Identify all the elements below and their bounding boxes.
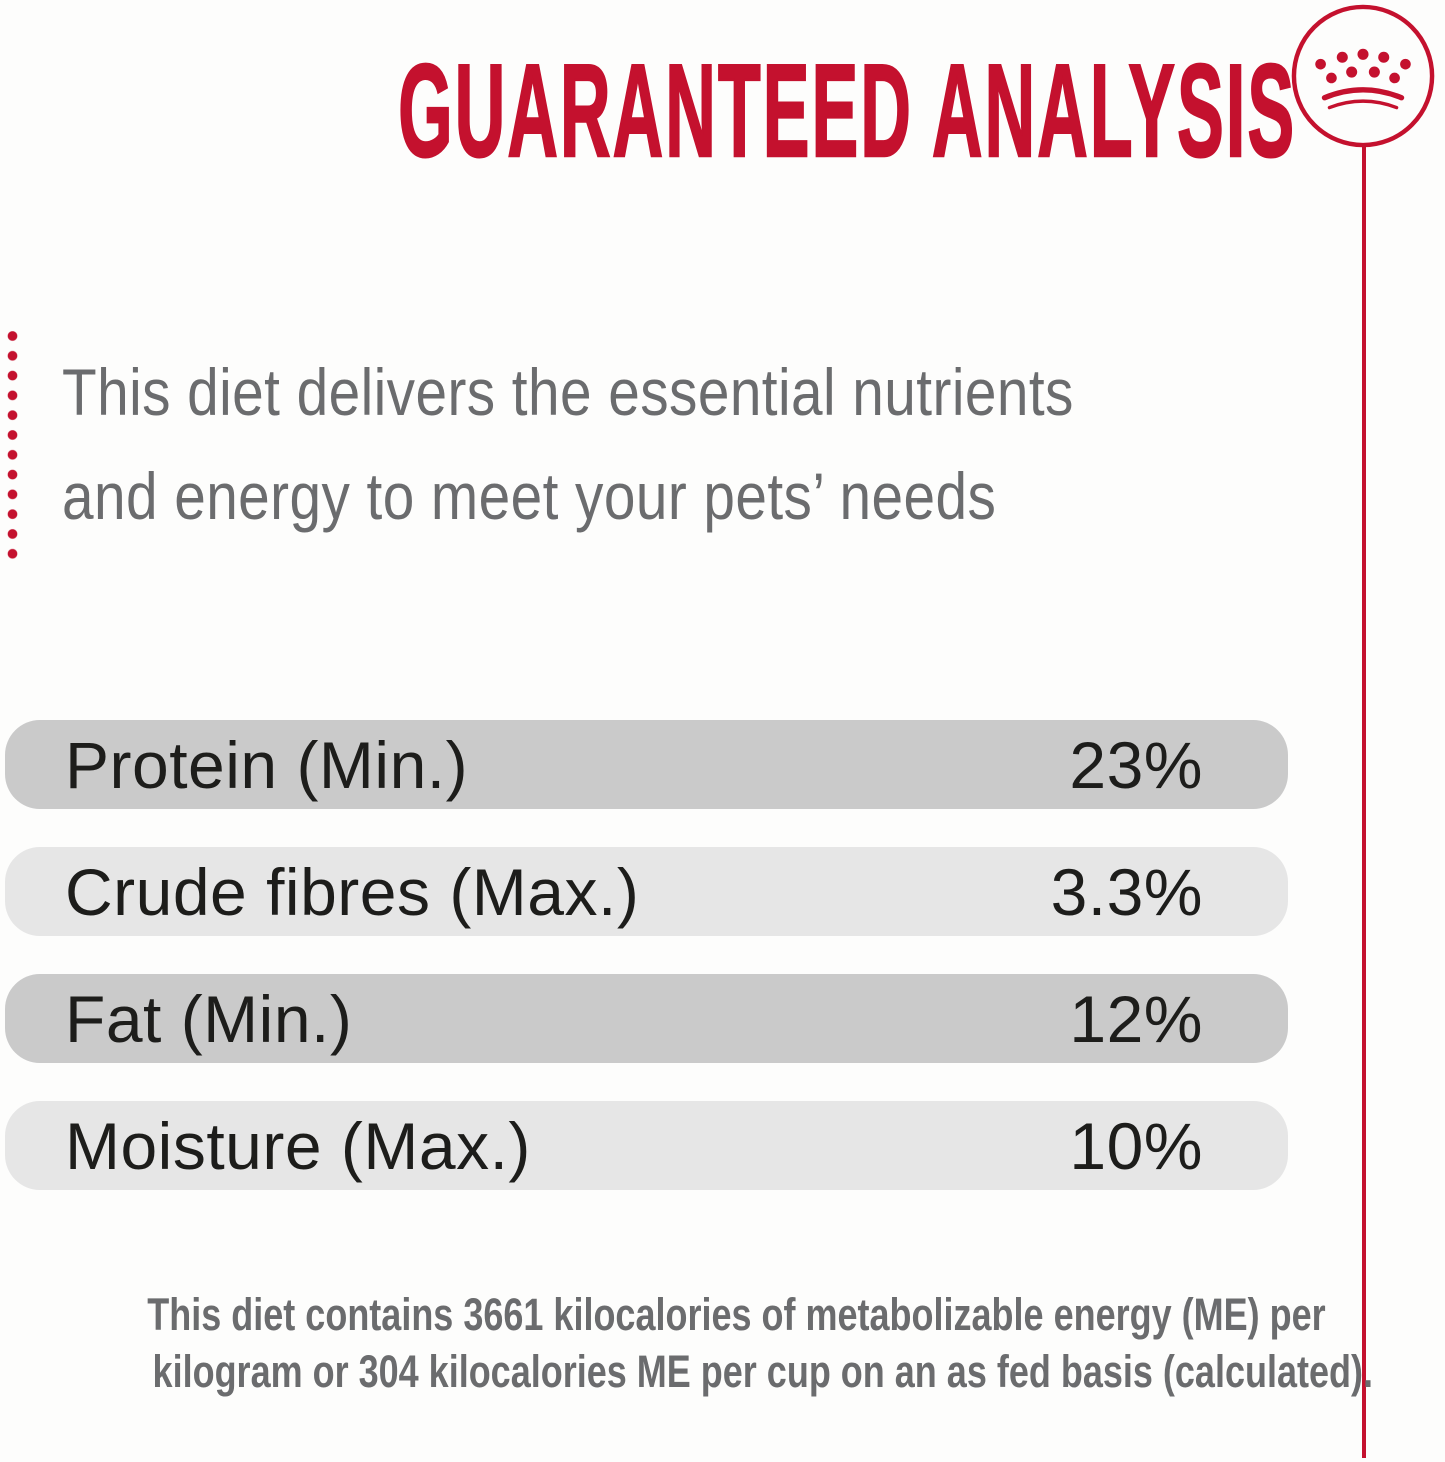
analysis-table <box>5 720 1288 1228</box>
vertical-accent-line <box>1362 146 1366 1458</box>
nutrient-label: Protein (Min.) <box>65 727 469 802</box>
page-title-text: GUARANTEED ANALYSIS <box>398 37 1297 184</box>
dotted-accent-line-icon <box>7 330 18 564</box>
nutrient-label: Crude fibres (Max.) <box>65 854 640 929</box>
nutrient-label: Moisture (Max.) <box>65 1108 531 1183</box>
nutrient-value: 23% <box>1069 727 1203 802</box>
intro-line-2: and energy to meet your pets’ needs <box>62 459 997 533</box>
intro-line-1: This diet delivers the essential nutrients <box>62 355 1074 429</box>
table-row-fat <box>5 974 1288 1063</box>
table-row-protein <box>5 720 1288 809</box>
crown-logo-icon <box>1290 2 1438 150</box>
nutrient-label: Fat (Min.) <box>65 981 353 1056</box>
page-title <box>0 37 1330 184</box>
nutrient-value: 3.3% <box>1050 854 1203 929</box>
calorie-footnote <box>0 1286 1373 1400</box>
nutrient-value: 12% <box>1069 981 1203 1056</box>
nutrient-value: 10% <box>1069 1108 1203 1183</box>
footnote-line-2: kilogram or 304 kilocalories ME per cup on an as fed basis (calculated). <box>152 1346 1373 1397</box>
table-row-moisture <box>5 1101 1288 1190</box>
footnote-line-1: This diet contains 3661 kilocalories of metabolizable energy (ME) per <box>147 1289 1326 1340</box>
table-row-crude-fibres <box>5 847 1288 936</box>
intro-text <box>62 340 1239 548</box>
